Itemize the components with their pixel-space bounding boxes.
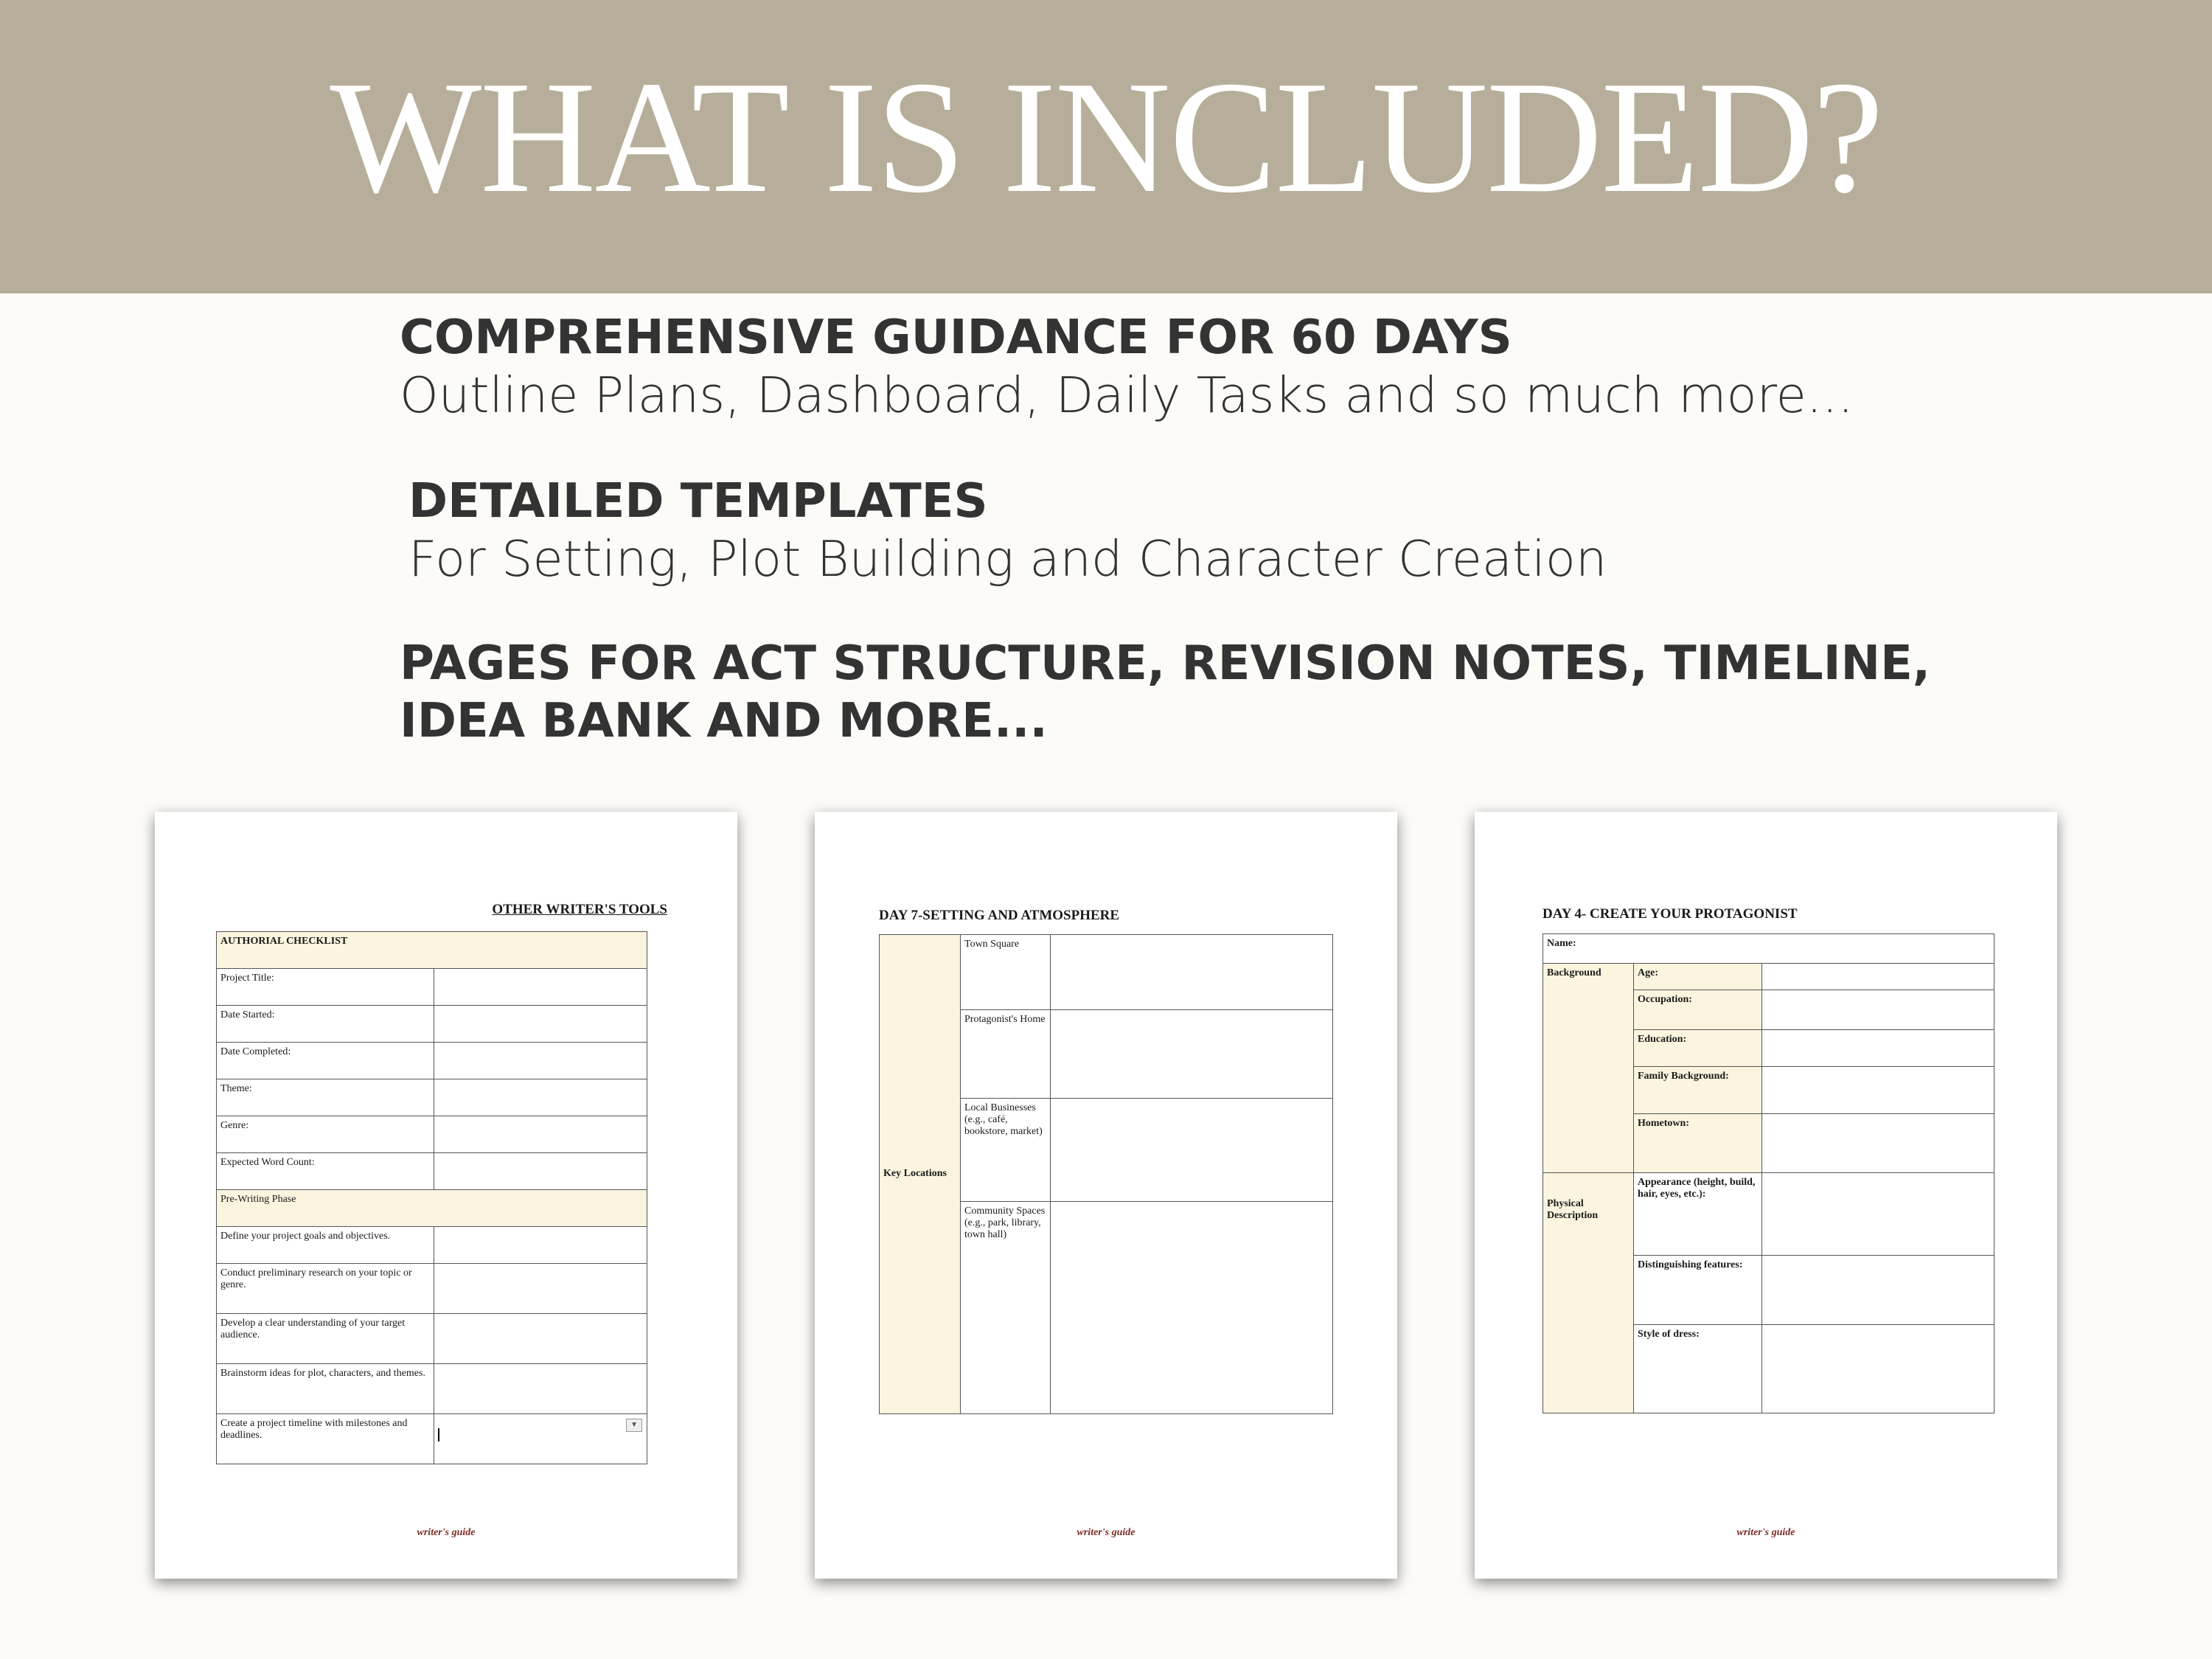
input-cell[interactable] bbox=[434, 1006, 647, 1043]
input-cell[interactable] bbox=[1762, 1067, 1994, 1114]
group-label-background: Background bbox=[1543, 964, 1634, 1173]
page-footer: writer's guide bbox=[417, 1527, 476, 1538]
row-label: Brainstorm ideas for plot, characters, and themes. bbox=[217, 1364, 434, 1414]
input-cell[interactable] bbox=[1762, 990, 1994, 1030]
page-footer: writer's guide bbox=[1077, 1527, 1135, 1538]
row-label: Hometown: bbox=[1634, 1114, 1762, 1173]
authorial-checklist-table bbox=[216, 931, 647, 1464]
row-label: Date Completed: bbox=[217, 1043, 434, 1079]
input-cell[interactable] bbox=[1051, 1099, 1333, 1202]
row-label: Local Businesses (e.g., café, bookstore, market) bbox=[961, 1099, 1051, 1202]
preview-page-setting bbox=[815, 812, 1397, 1579]
protagonist-table bbox=[1543, 933, 1994, 1413]
page-title: DAY 4- CREATE YOUR PROTAGONIST bbox=[1543, 906, 1798, 922]
feature-heading-guidance: COMPREHENSIVE GUIDANCE FOR 60 DAYS bbox=[400, 310, 1512, 365]
feature-heading-templates: DETAILED TEMPLATES bbox=[408, 474, 988, 529]
row-label: Define your project goals and objectives. bbox=[217, 1227, 434, 1264]
page-footer: writer's guide bbox=[1736, 1527, 1795, 1538]
input-cell[interactable] bbox=[1762, 1256, 1994, 1325]
group-label-physical: Physical Description bbox=[1543, 1173, 1634, 1413]
setting-table bbox=[879, 934, 1333, 1414]
row-label: Family Background: bbox=[1634, 1067, 1762, 1114]
row-label: Town Square bbox=[961, 935, 1051, 1010]
banner-title: WHAT IS INCLUDED? bbox=[330, 49, 1882, 226]
row-label: Protagonist's Home bbox=[961, 1010, 1051, 1099]
row-label: Community Spaces (e.g., park, library, town hall) bbox=[961, 1202, 1051, 1414]
row-label: Conduct preliminary research on your topic or genre. bbox=[217, 1264, 434, 1314]
feature-heading-pages-line2: IDEA BANK AND MORE... bbox=[400, 694, 1048, 748]
feature-sub-guidance: Outline Plans, Dashboard, Daily Tasks and so much more... bbox=[400, 366, 1854, 424]
row-label: Create a project timeline with milestones and deadlines. bbox=[217, 1414, 434, 1464]
input-cell[interactable] bbox=[1051, 1010, 1333, 1099]
input-cell[interactable] bbox=[434, 1264, 647, 1314]
chevron-down-icon[interactable]: ▼ bbox=[626, 1419, 642, 1432]
preview-page-protagonist bbox=[1475, 812, 2057, 1579]
row-label: Distinguishing features: bbox=[1634, 1256, 1762, 1325]
row-label: Appearance (height, build, hair, eyes, etc.): bbox=[1634, 1173, 1762, 1256]
input-cell[interactable] bbox=[1762, 1114, 1994, 1173]
input-cell[interactable] bbox=[434, 1043, 647, 1079]
input-cell[interactable] bbox=[434, 1227, 647, 1264]
header-banner bbox=[0, 0, 2212, 293]
input-cell[interactable] bbox=[434, 969, 647, 1006]
preview-page-writers-tools bbox=[155, 812, 737, 1579]
row-label: Style of dress: bbox=[1634, 1325, 1762, 1413]
feature-sub-templates: For Setting, Plot Building and Character Creation bbox=[408, 530, 1607, 588]
row-label: Develop a clear understanding of your target audience. bbox=[217, 1314, 434, 1364]
row-label: Expected Word Count: bbox=[217, 1153, 434, 1190]
page-title: OTHER WRITER'S TOOLS bbox=[492, 902, 667, 917]
input-cell[interactable] bbox=[434, 1116, 647, 1153]
feature-heading-pages-line1: PAGES FOR ACT STRUCTURE, REVISION NOTES, TIMELINE, bbox=[400, 636, 1931, 691]
input-cell[interactable] bbox=[1762, 1030, 1994, 1067]
row-label: Theme: bbox=[217, 1079, 434, 1116]
row-label: Education: bbox=[1634, 1030, 1762, 1067]
input-cell[interactable] bbox=[1762, 1325, 1994, 1413]
input-cell[interactable] bbox=[1762, 1173, 1994, 1256]
input-cell[interactable] bbox=[434, 1079, 647, 1116]
input-cell[interactable] bbox=[1051, 1202, 1333, 1414]
row-label: Occupation: bbox=[1634, 990, 1762, 1030]
section-header: AUTHORIAL CHECKLIST bbox=[217, 932, 647, 969]
row-label: Date Started: bbox=[217, 1006, 434, 1043]
row-label: Genre: bbox=[217, 1116, 434, 1153]
group-label: Key Locations bbox=[880, 935, 961, 1414]
row-label: Project Title: bbox=[217, 969, 434, 1006]
input-cell[interactable] bbox=[1762, 964, 1994, 990]
page-title: DAY 7-SETTING AND ATMOSPHERE bbox=[879, 908, 1120, 923]
section-header: Pre-Writing Phase bbox=[217, 1190, 647, 1227]
input-cell[interactable] bbox=[1051, 935, 1333, 1010]
input-cell[interactable] bbox=[434, 1314, 647, 1364]
dropdown-cell[interactable] bbox=[434, 1414, 647, 1464]
text-cursor bbox=[438, 1428, 439, 1441]
input-cell[interactable] bbox=[434, 1153, 647, 1190]
row-label: Age: bbox=[1634, 964, 1762, 990]
input-cell[interactable] bbox=[434, 1364, 647, 1414]
name-field[interactable]: Name: bbox=[1543, 934, 1994, 964]
